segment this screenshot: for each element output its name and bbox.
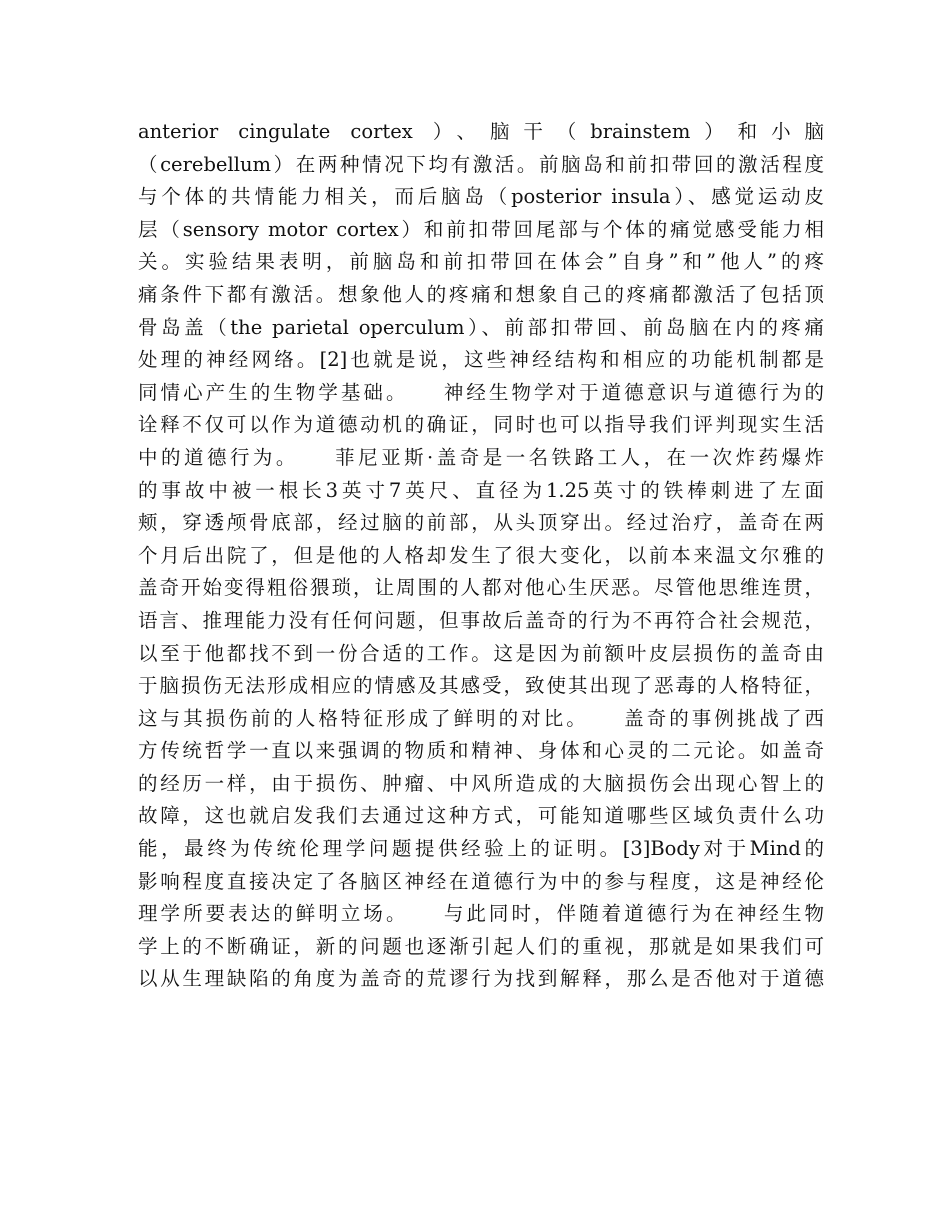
text-line: 故障，这也就启发我们去通过这种方式，可能知道哪些区域负责什么功 (138, 804, 824, 828)
text-line: 处理的神经网络。[2]也就是说，这些神经结构和相应的功能机制都是 (138, 348, 824, 372)
text-line: 以从生理缺陷的角度为盖奇的荒谬行为找到解释，那么是否他对于道德 (138, 967, 824, 991)
text-line: 骨岛盖（the parietal operculum）、前部扣带回、前岛脑在内的疼痛 (138, 315, 824, 339)
text-line: 的经历一样，由于损伤、肿瘤、中风所造成的大脑损伤会出现心智上的 (138, 771, 824, 795)
text-line: 与个体的共情能力相关，而后脑岛（posterior insula）、感觉运动皮 (138, 185, 824, 209)
text-line: 以至于他都找不到一份合适的工作。这是因为前额叶皮层损伤的盖奇由 (138, 641, 824, 665)
text-line: 个月后出院了，但是他的人格却发生了很大变化，以前本来温文尔雅的 (138, 543, 824, 567)
text-line: 的事故中被一根长3英寸7英尺、直径为1.25英寸的铁棒刺进了左面 (138, 478, 824, 502)
text-line: 同情心产生的生物学基础。 神经生物学对于道德意识与道德行为的 (138, 380, 824, 404)
text-line: 诠释不仅可以作为道德动机的确证，同时也可以指导我们评判现实生活 (138, 413, 824, 437)
text-line: 盖奇开始变得粗俗猥琐，让周围的人都对他心生厌恶。尽管他思维连贯， (138, 576, 824, 600)
text-line: 理学所要表达的鲜明立场。 与此同时，伴随着道德行为在神经生物 (138, 902, 824, 926)
text-line: 于脑损伤无法形成相应的情感及其感受，致使其出现了恶毒的人格特征， (138, 674, 824, 698)
text-line: 这与其损伤前的人格特征形成了鲜明的对比。 盖奇的事例挑战了西 (138, 706, 824, 730)
text-line: 语言、推理能力没有任何问题，但事故后盖奇的行为不再符合社会规范， (138, 608, 824, 632)
text-line: （cerebellum）在两种情况下均有激活。前脑岛和前扣带回的激活程度 (138, 152, 824, 176)
text-line: 学上的不断确证，新的问题也逐渐引起人们的重视，那就是如果我们可 (138, 934, 824, 958)
text-line: 颊，穿透颅骨底部，经过脑的前部，从头顶穿出。经过治疗，盖奇在两 (138, 511, 824, 535)
text-line: 痛条件下都有激活。想象他人的疼痛和想象自己的疼痛都激活了包括顶 (138, 282, 824, 306)
text-line: 方传统哲学一直以来强调的物质和精神、身体和心灵的二元论。如盖奇 (138, 739, 824, 763)
text-line: 影响程度直接决定了各脑区神经在道德行为中的参与程度，这是神经伦 (138, 869, 824, 893)
text-line: 能，最终为传统伦理学问题提供经验上的证明。[3]Body对于Mind的 (138, 837, 824, 861)
text-line: anterior cingulate cortex ）、脑干（brainstem）和小脑 (138, 120, 824, 143)
body-text (138, 116, 824, 996)
text-line: 层（sensory motor cortex）和前扣带回尾部与个体的痛觉感受能力相 (138, 217, 824, 241)
text-line: 关。实验结果表明，前脑岛和前扣带回在体会”自身”和”他人”的疼 (138, 250, 824, 274)
text-line: 中的道德行为。 菲尼亚斯·盖奇是一名铁路工人，在一次炸药爆炸 (138, 445, 824, 469)
